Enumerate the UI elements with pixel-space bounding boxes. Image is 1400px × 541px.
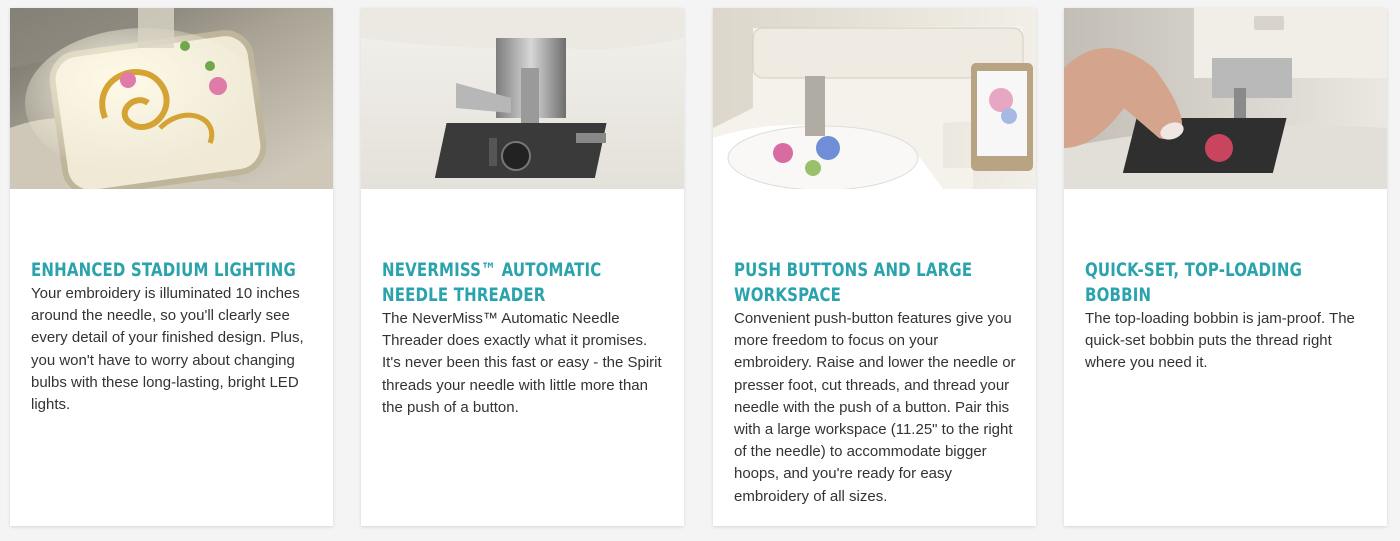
feature-title: QUICK-SET, TOP-LOADING BOBBIN	[1085, 260, 1303, 306]
feature-card-push-buttons	[713, 8, 1036, 526]
bobbin-image	[1064, 8, 1387, 189]
feature-title: NEVERMISS™ AUTOMATIC NEEDLE THREADER	[382, 260, 602, 306]
feature-card-needle-threader	[361, 8, 684, 526]
stadium-lighting-image	[10, 8, 333, 189]
feature-title: PUSH BUTTONS AND LARGE WORKSPACE	[734, 260, 973, 306]
feature-description: The top-loading bobbin is jam-proof. The quick-set bobbin puts the thread right where you need it.	[1085, 310, 1355, 372]
feature-title: ENHANCED STADIUM LIGHTING	[31, 260, 296, 281]
feature-description: The NeverMiss™ Automatic Needle Threader does exactly what it promises. It's never been this fast or easy - the Spirit threads your needle with little more than the push of a button.	[382, 310, 662, 416]
push-buttons-image	[713, 8, 1036, 189]
feature-description: Convenient push-button features give you more freedom to focus on your embroidery. Raise and lower the needle or presser foot, cut threads, and thread your needle with the push of a button. Pair this with a large workspace (11.25" to the right of the needle) to accommodate bigger hoops, and you're ready for easy embroidery of all sizes.	[734, 310, 1016, 505]
feature-card-bobbin	[1064, 8, 1387, 526]
needle-threader-image	[361, 8, 684, 189]
feature-card-stadium-lighting	[10, 8, 333, 526]
feature-description: Your embroidery is illuminated 10 inches around the needle, so you'll clearly see every detail of your finished design. Plus, you won't have to worry about changing bulbs with these long-lasting, bright LED lights.	[31, 285, 304, 414]
